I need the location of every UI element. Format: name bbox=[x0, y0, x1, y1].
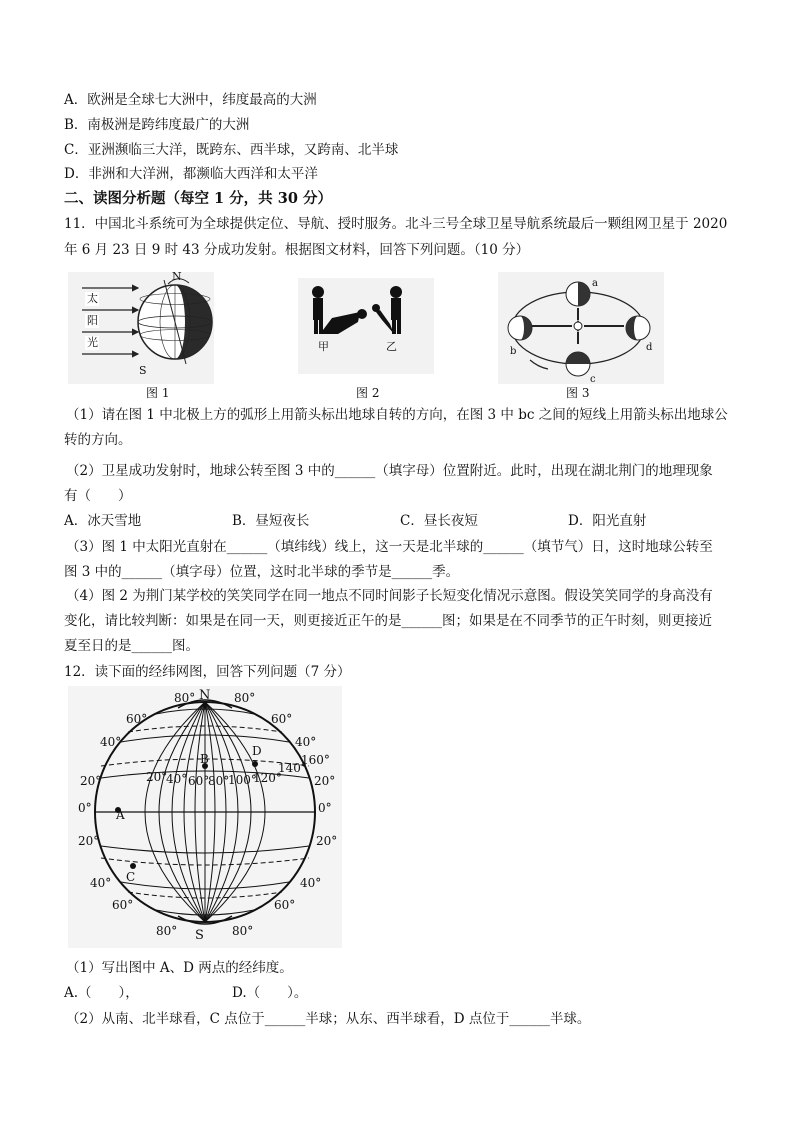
globe-lon-100: 100° bbox=[228, 773, 257, 787]
option-b: B．南极洲是跨纬度最广的大洲 bbox=[64, 117, 250, 133]
q12-part1-answer-a: A.（ ）， bbox=[64, 985, 139, 1001]
figure-3 bbox=[498, 272, 664, 384]
fig1-north-label: N bbox=[172, 270, 182, 283]
sun-char-2: 阳 bbox=[87, 314, 98, 327]
globe-right-20n: 20° bbox=[314, 774, 336, 788]
point-d-label: D bbox=[252, 744, 262, 758]
globe-left-40s: 40° bbox=[90, 876, 112, 890]
globe-south-label: S bbox=[195, 928, 204, 943]
point-b-label: B bbox=[200, 752, 209, 766]
globe-left-equator: 0° bbox=[78, 801, 92, 815]
globe-left-20n: 20° bbox=[80, 774, 102, 788]
globe-right-40n: 40° bbox=[295, 735, 317, 749]
q11-part2-option-b: B．昼短夜长 bbox=[232, 513, 310, 529]
q11-part3-line2: 图 3 中的______（填字母）位置，这时北半球的季节是______季。 bbox=[64, 564, 460, 580]
globe-bottom-left-label: 80° bbox=[156, 924, 178, 938]
option-d: D．非洲和大洋洲，都濒临大西洋和太平洋 bbox=[64, 166, 318, 182]
q11-part2-line2: 有（ ） bbox=[64, 488, 132, 504]
q12-part2: （2）从南、北半球看，C 点位于______半球；从东、西半球看，D 点位于______半球。 bbox=[66, 1011, 591, 1027]
globe-lon-40: 40° bbox=[166, 772, 188, 786]
fig2-label-jia: 甲 bbox=[318, 340, 329, 353]
globe-north-label: N bbox=[199, 688, 211, 703]
option-c: C．亚洲濒临三大洋，既跨东、西半球，又跨南、北半球 bbox=[64, 142, 399, 158]
globe-right-60n: 60° bbox=[271, 712, 293, 726]
point-a-label: A bbox=[116, 808, 125, 822]
figure-1 bbox=[68, 272, 214, 384]
globe-lon-160: 160° bbox=[301, 753, 330, 767]
globe-bottom-right-label: 80° bbox=[232, 924, 254, 938]
globe-lon-60: 60° bbox=[188, 774, 210, 788]
fig3-label-a: a bbox=[592, 278, 598, 289]
globe-left-60s: 60° bbox=[112, 898, 134, 912]
q12-part1-answer-d: D.（ ）。 bbox=[232, 985, 308, 1001]
section-heading: 二、读图分析题（每空 1 分，共 30 分） bbox=[64, 190, 332, 207]
option-a: A．欧洲是全球七大洲中，纬度最高的大洲 bbox=[64, 92, 317, 108]
sun-char-1: 太 bbox=[87, 292, 98, 305]
point-c-label: C bbox=[126, 870, 136, 884]
globe-right-60s: 60° bbox=[274, 898, 296, 912]
globe-left-60n: 60° bbox=[126, 712, 148, 726]
fig3-caption: 图 3 bbox=[566, 386, 590, 400]
globe-left-40n: 40° bbox=[100, 735, 122, 749]
fig3-label-d: d bbox=[646, 342, 653, 353]
q12-part1: （1）写出图中 A、D 两点的经纬度。 bbox=[66, 960, 293, 976]
sun-char-3: 光 bbox=[87, 336, 98, 349]
globe-right-20s: 20° bbox=[316, 834, 338, 848]
fig3-label-c: c bbox=[590, 374, 596, 385]
q11-part4-line1: （4）图 2 为荆门某学校的笑笑同学在同一地点不同时间影子长短变化情况示意图。假设笑笑同学的身高没有 bbox=[66, 588, 713, 604]
q11-part4-line3: 夏至日的是______图。 bbox=[64, 638, 199, 654]
fig2-label-yi: 乙 bbox=[386, 340, 397, 353]
q11-part4-line2: 变化，请比较判断：如果是在同一天，则更接近正午的是______图；如果是在不同季节的正午时刻，则更接近 bbox=[64, 613, 712, 629]
globe-top-left-label: 80° bbox=[174, 691, 196, 705]
fig2-caption: 图 2 bbox=[356, 386, 380, 400]
globe-lon-80: 80° bbox=[208, 774, 230, 788]
q12-intro: 12．读下面的经纬网图，回答下列问题（7 分） bbox=[64, 664, 351, 680]
q11-part2-line1: （2）卫星成功发射时，地球公转至图 3 中的______（填字母）位置附近。此时，出现在湖北荆门的地理现象 bbox=[66, 463, 713, 479]
fig1-caption: 图 1 bbox=[146, 386, 170, 400]
q11-part2-option-a: A．冰天雪地 bbox=[64, 513, 142, 529]
q11-part1-line1: （1）请在图 1 中北极上方的弧形上用箭头标出地球自转的方向，在图 3 中 bc 之间的短线上用箭头标出地球公 bbox=[66, 407, 728, 423]
globe-right-40s: 40° bbox=[300, 876, 322, 890]
globe-right-equator: 0° bbox=[318, 801, 332, 815]
globe-lon-120: 120° bbox=[253, 771, 282, 785]
globe-top-right-label: 80° bbox=[234, 691, 256, 705]
q11-part1-line2: 转的方向。 bbox=[64, 432, 132, 448]
q11-part3-line1: （3）图 1 中太阳光直射在______（填纬线）线上，这一天是北半球的______（填节气）日，这时地球公转至 bbox=[66, 539, 713, 555]
fig1-south-label: S bbox=[139, 364, 147, 377]
fig3-label-b: b bbox=[510, 346, 517, 357]
q11-part2-option-d: D．阳光直射 bbox=[568, 513, 647, 529]
graticule-globe bbox=[68, 686, 342, 948]
globe-left-20s: 20° bbox=[78, 834, 100, 848]
q11-intro-line2: 年 6 月 23 日 9 时 43 分成功发射。根据图文材料，回答下列问题。（10 分） bbox=[64, 242, 530, 258]
globe-lon-140: 140° bbox=[278, 761, 307, 775]
q11-part2-option-c: C．昼长夜短 bbox=[400, 513, 478, 529]
figure-2 bbox=[298, 278, 434, 374]
globe-lon-20: 20° bbox=[146, 770, 168, 784]
q11-intro-line1: 11．中国北斗系统可为全球提供定位、导航、授时服务。北斗三号全球卫星导航系统最后一颗组网卫星于 2020 bbox=[64, 216, 728, 232]
